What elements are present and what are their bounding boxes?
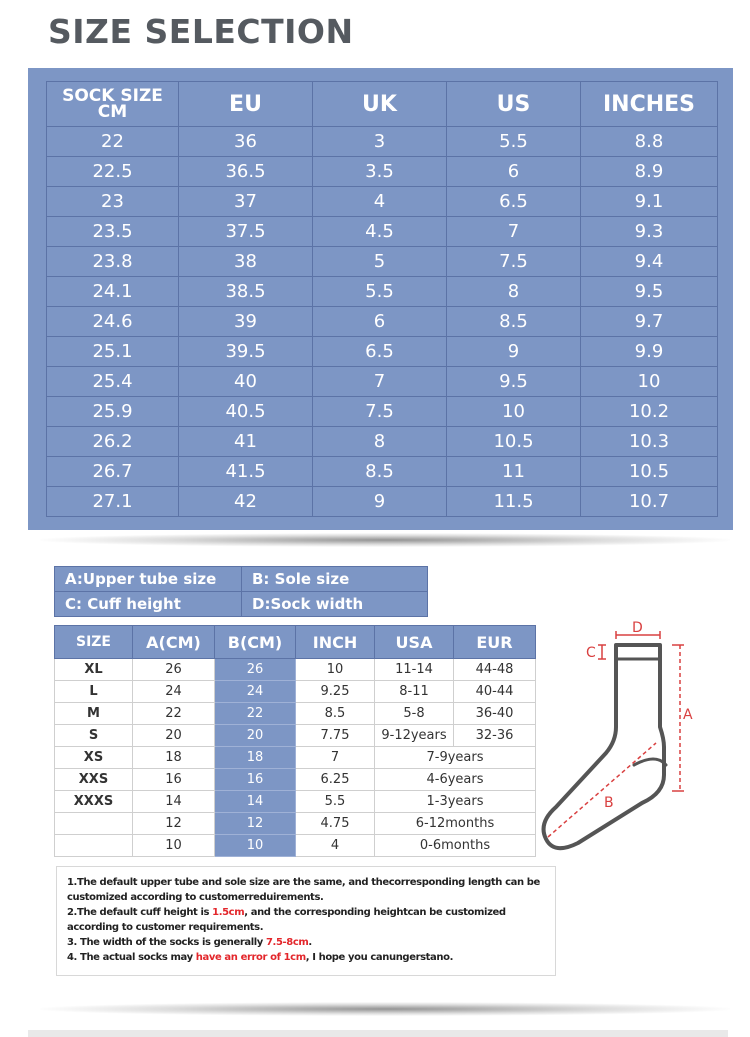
cell-eu: 38.5	[179, 277, 313, 307]
cell-age-range: 0-6months	[375, 835, 536, 857]
cell-sock-size-cm: 26.2	[47, 427, 179, 457]
dimension-legend	[54, 566, 428, 617]
cell-b-cm: 14	[215, 791, 296, 813]
cell-age-range: 7-9years	[375, 747, 536, 769]
cell-sock-size-cm: 23	[47, 187, 179, 217]
cell-inch: 4.75	[296, 813, 375, 835]
table-row	[47, 217, 718, 247]
cell-sock-size-cm: 23.8	[47, 247, 179, 277]
cell-b-cm: 26	[215, 659, 296, 681]
notes-box	[56, 866, 556, 976]
table-row	[47, 367, 718, 397]
cell-a-cm: 16	[133, 769, 215, 791]
cell-inches: 10.7	[581, 487, 718, 517]
cell-inch: 7	[296, 747, 375, 769]
table-header-row	[47, 82, 718, 127]
note-4-text: 4. The actual socks may	[67, 952, 196, 963]
note-4	[67, 950, 545, 965]
header-b-cm: B(CM)	[215, 626, 296, 659]
cell-us: 11.5	[447, 487, 581, 517]
note-1: 1.The default upper tube and sole size are the same, and thecorresponding length can be customized according to customerreduirements.	[67, 877, 540, 903]
sock-diagram	[530, 615, 740, 865]
table-row	[47, 427, 718, 457]
header-eu: EU	[179, 82, 313, 127]
table-row	[47, 277, 718, 307]
note-2-highlight: 1.5cm	[212, 907, 245, 918]
cell-uk: 3	[313, 127, 447, 157]
cell-age-range: 1-3years	[375, 791, 536, 813]
cell-uk: 4	[313, 187, 447, 217]
table-row	[47, 127, 718, 157]
header-uk: UK	[313, 82, 447, 127]
cell-eur: 40-44	[454, 681, 536, 703]
table-row	[47, 247, 718, 277]
cell-inches: 8.9	[581, 157, 718, 187]
cell-us: 10	[447, 397, 581, 427]
cell-b-cm: 24	[215, 681, 296, 703]
table-row	[47, 487, 718, 517]
cell-uk: 4.5	[313, 217, 447, 247]
header-sock-size-cm: SOCK SIZE CM	[47, 82, 179, 127]
label-a: A	[683, 707, 693, 723]
cell-inches: 9.7	[581, 307, 718, 337]
cell-age-range: 6-12months	[375, 813, 536, 835]
cell-uk: 3.5	[313, 157, 447, 187]
dimension-c	[598, 645, 606, 659]
sock-outline	[544, 645, 666, 848]
note-4-text-end: , I hope you canungerstano.	[305, 952, 453, 963]
cell-inch: 4	[296, 835, 375, 857]
cell-a-cm: 10	[133, 835, 215, 857]
table-row	[47, 307, 718, 337]
cell-inches: 10.3	[581, 427, 718, 457]
cell-us: 9	[447, 337, 581, 367]
cell-size: M	[55, 703, 133, 725]
cell-age-range: 4-6years	[375, 769, 536, 791]
page-title: SIZE SELECTION	[48, 12, 354, 51]
cell-size: XXXS	[55, 791, 133, 813]
legend-b: B: Sole size	[242, 567, 428, 592]
cell-size: L	[55, 681, 133, 703]
cell-inches: 9.5	[581, 277, 718, 307]
cell-uk: 6.5	[313, 337, 447, 367]
cell-a-cm: 18	[133, 747, 215, 769]
cell-eu: 37.5	[179, 217, 313, 247]
cell-inches: 9.9	[581, 337, 718, 367]
cell-a-cm: 14	[133, 791, 215, 813]
cell-a-cm: 26	[133, 659, 215, 681]
cell-uk: 5	[313, 247, 447, 277]
note-2-text-end: , and the corresponding heightcan be customized according to customer requirements.	[67, 907, 506, 933]
cell-sock-size-cm: 27.1	[47, 487, 179, 517]
cell-uk: 9	[313, 487, 447, 517]
label-d: D	[632, 620, 643, 636]
cell-eu: 39.5	[179, 337, 313, 367]
table-row	[55, 725, 536, 747]
cell-sock-size-cm: 23.5	[47, 217, 179, 247]
cell-size	[55, 835, 133, 857]
divider-shadow-bottom	[40, 1002, 730, 1016]
table-row	[55, 791, 536, 813]
cell-sock-size-cm: 25.1	[47, 337, 179, 367]
header-inches: INCHES	[581, 82, 718, 127]
cell-a-cm: 20	[133, 725, 215, 747]
table-row	[55, 769, 536, 791]
note-4-highlight: have an error of 1cm	[195, 952, 306, 963]
cell-inches: 9.3	[581, 217, 718, 247]
cell-uk: 7.5	[313, 397, 447, 427]
cell-b-cm: 18	[215, 747, 296, 769]
cell-inch: 7.75	[296, 725, 375, 747]
cell-eu: 40	[179, 367, 313, 397]
cell-eu: 40.5	[179, 397, 313, 427]
cell-eu: 39	[179, 307, 313, 337]
note-2	[67, 905, 545, 935]
cell-sock-size-cm: 22	[47, 127, 179, 157]
cell-eu: 38	[179, 247, 313, 277]
cell-us: 6	[447, 157, 581, 187]
cell-us: 7.5	[447, 247, 581, 277]
cell-b-cm: 20	[215, 725, 296, 747]
header-us: US	[447, 82, 581, 127]
cell-us: 8	[447, 277, 581, 307]
cell-eu: 36.5	[179, 157, 313, 187]
cell-size: XXS	[55, 769, 133, 791]
divider-shadow-top	[40, 533, 730, 547]
cell-a-cm: 12	[133, 813, 215, 835]
cell-b-cm: 10	[215, 835, 296, 857]
cell-size: XS	[55, 747, 133, 769]
cell-b-cm: 12	[215, 813, 296, 835]
table-row	[47, 337, 718, 367]
cell-inches: 9.4	[581, 247, 718, 277]
header-usa: USA	[375, 626, 454, 659]
table-row	[55, 703, 536, 725]
cell-b-cm: 22	[215, 703, 296, 725]
cell-a-cm: 22	[133, 703, 215, 725]
table-row	[55, 813, 536, 835]
cell-uk: 6	[313, 307, 447, 337]
sock-size-conversion-table	[46, 81, 718, 517]
bottom-strip	[28, 1030, 728, 1037]
cell-us: 11	[447, 457, 581, 487]
header-inch: INCH	[296, 626, 375, 659]
cell-sock-size-cm: 25.9	[47, 397, 179, 427]
cell-uk: 5.5	[313, 277, 447, 307]
note-3-text: 3. The width of the socks is generally	[67, 937, 266, 948]
table-row	[55, 681, 536, 703]
header-eur: EUR	[454, 626, 536, 659]
table-row	[55, 659, 536, 681]
cell-size	[55, 813, 133, 835]
table-row	[55, 835, 536, 857]
table-row	[47, 397, 718, 427]
cell-usa: 5-8	[375, 703, 454, 725]
cell-sock-size-cm: 22.5	[47, 157, 179, 187]
note-3-highlight: 7.5-8cm	[266, 937, 309, 948]
cell-inch: 6.25	[296, 769, 375, 791]
cell-eur: 32-36	[454, 725, 536, 747]
size-measurement-table	[54, 625, 536, 857]
cell-eu: 41.5	[179, 457, 313, 487]
cell-eu: 37	[179, 187, 313, 217]
cell-b-cm: 16	[215, 769, 296, 791]
legend-c: C: Cuff height	[55, 592, 242, 617]
legend-d: D:Sock width	[242, 592, 428, 617]
cell-size: XL	[55, 659, 133, 681]
cell-us: 10.5	[447, 427, 581, 457]
cell-us: 5.5	[447, 127, 581, 157]
cell-us: 7	[447, 217, 581, 247]
cell-sock-size-cm: 24.1	[47, 277, 179, 307]
table-row	[47, 157, 718, 187]
cell-inches: 10	[581, 367, 718, 397]
cell-usa: 9-12years	[375, 725, 454, 747]
cell-sock-size-cm: 25.4	[47, 367, 179, 397]
small-table-header-row	[55, 626, 536, 659]
cell-sock-size-cm: 24.6	[47, 307, 179, 337]
cell-us: 8.5	[447, 307, 581, 337]
cell-a-cm: 24	[133, 681, 215, 703]
table-row	[47, 187, 718, 217]
cell-inches: 9.1	[581, 187, 718, 217]
cell-inch: 9.25	[296, 681, 375, 703]
cell-inch: 8.5	[296, 703, 375, 725]
cell-usa: 8-11	[375, 681, 454, 703]
cell-size: S	[55, 725, 133, 747]
header-size: SIZE	[55, 626, 133, 659]
cell-usa: 11-14	[375, 659, 454, 681]
legend-a: A:Upper tube size	[55, 567, 242, 592]
note-3	[67, 935, 545, 950]
note-3-text-end: .	[308, 937, 312, 948]
header-a-cm: A(CM)	[133, 626, 215, 659]
cell-eu: 36	[179, 127, 313, 157]
note-2-text: 2.The default cuff height is	[67, 907, 213, 918]
cell-uk: 8	[313, 427, 447, 457]
label-c: C	[586, 645, 596, 661]
cell-uk: 8.5	[313, 457, 447, 487]
cell-inches: 10.2	[581, 397, 718, 427]
cell-eu: 41	[179, 427, 313, 457]
cell-eur: 44-48	[454, 659, 536, 681]
cell-inches: 8.8	[581, 127, 718, 157]
cell-uk: 7	[313, 367, 447, 397]
label-b: B	[604, 795, 614, 811]
cell-eu: 42	[179, 487, 313, 517]
cell-us: 6.5	[447, 187, 581, 217]
cell-inches: 10.5	[581, 457, 718, 487]
cell-inch: 5.5	[296, 791, 375, 813]
table-row	[47, 457, 718, 487]
cell-us: 9.5	[447, 367, 581, 397]
table-row	[55, 747, 536, 769]
cell-inch: 10	[296, 659, 375, 681]
cell-eur: 36-40	[454, 703, 536, 725]
cell-sock-size-cm: 26.7	[47, 457, 179, 487]
